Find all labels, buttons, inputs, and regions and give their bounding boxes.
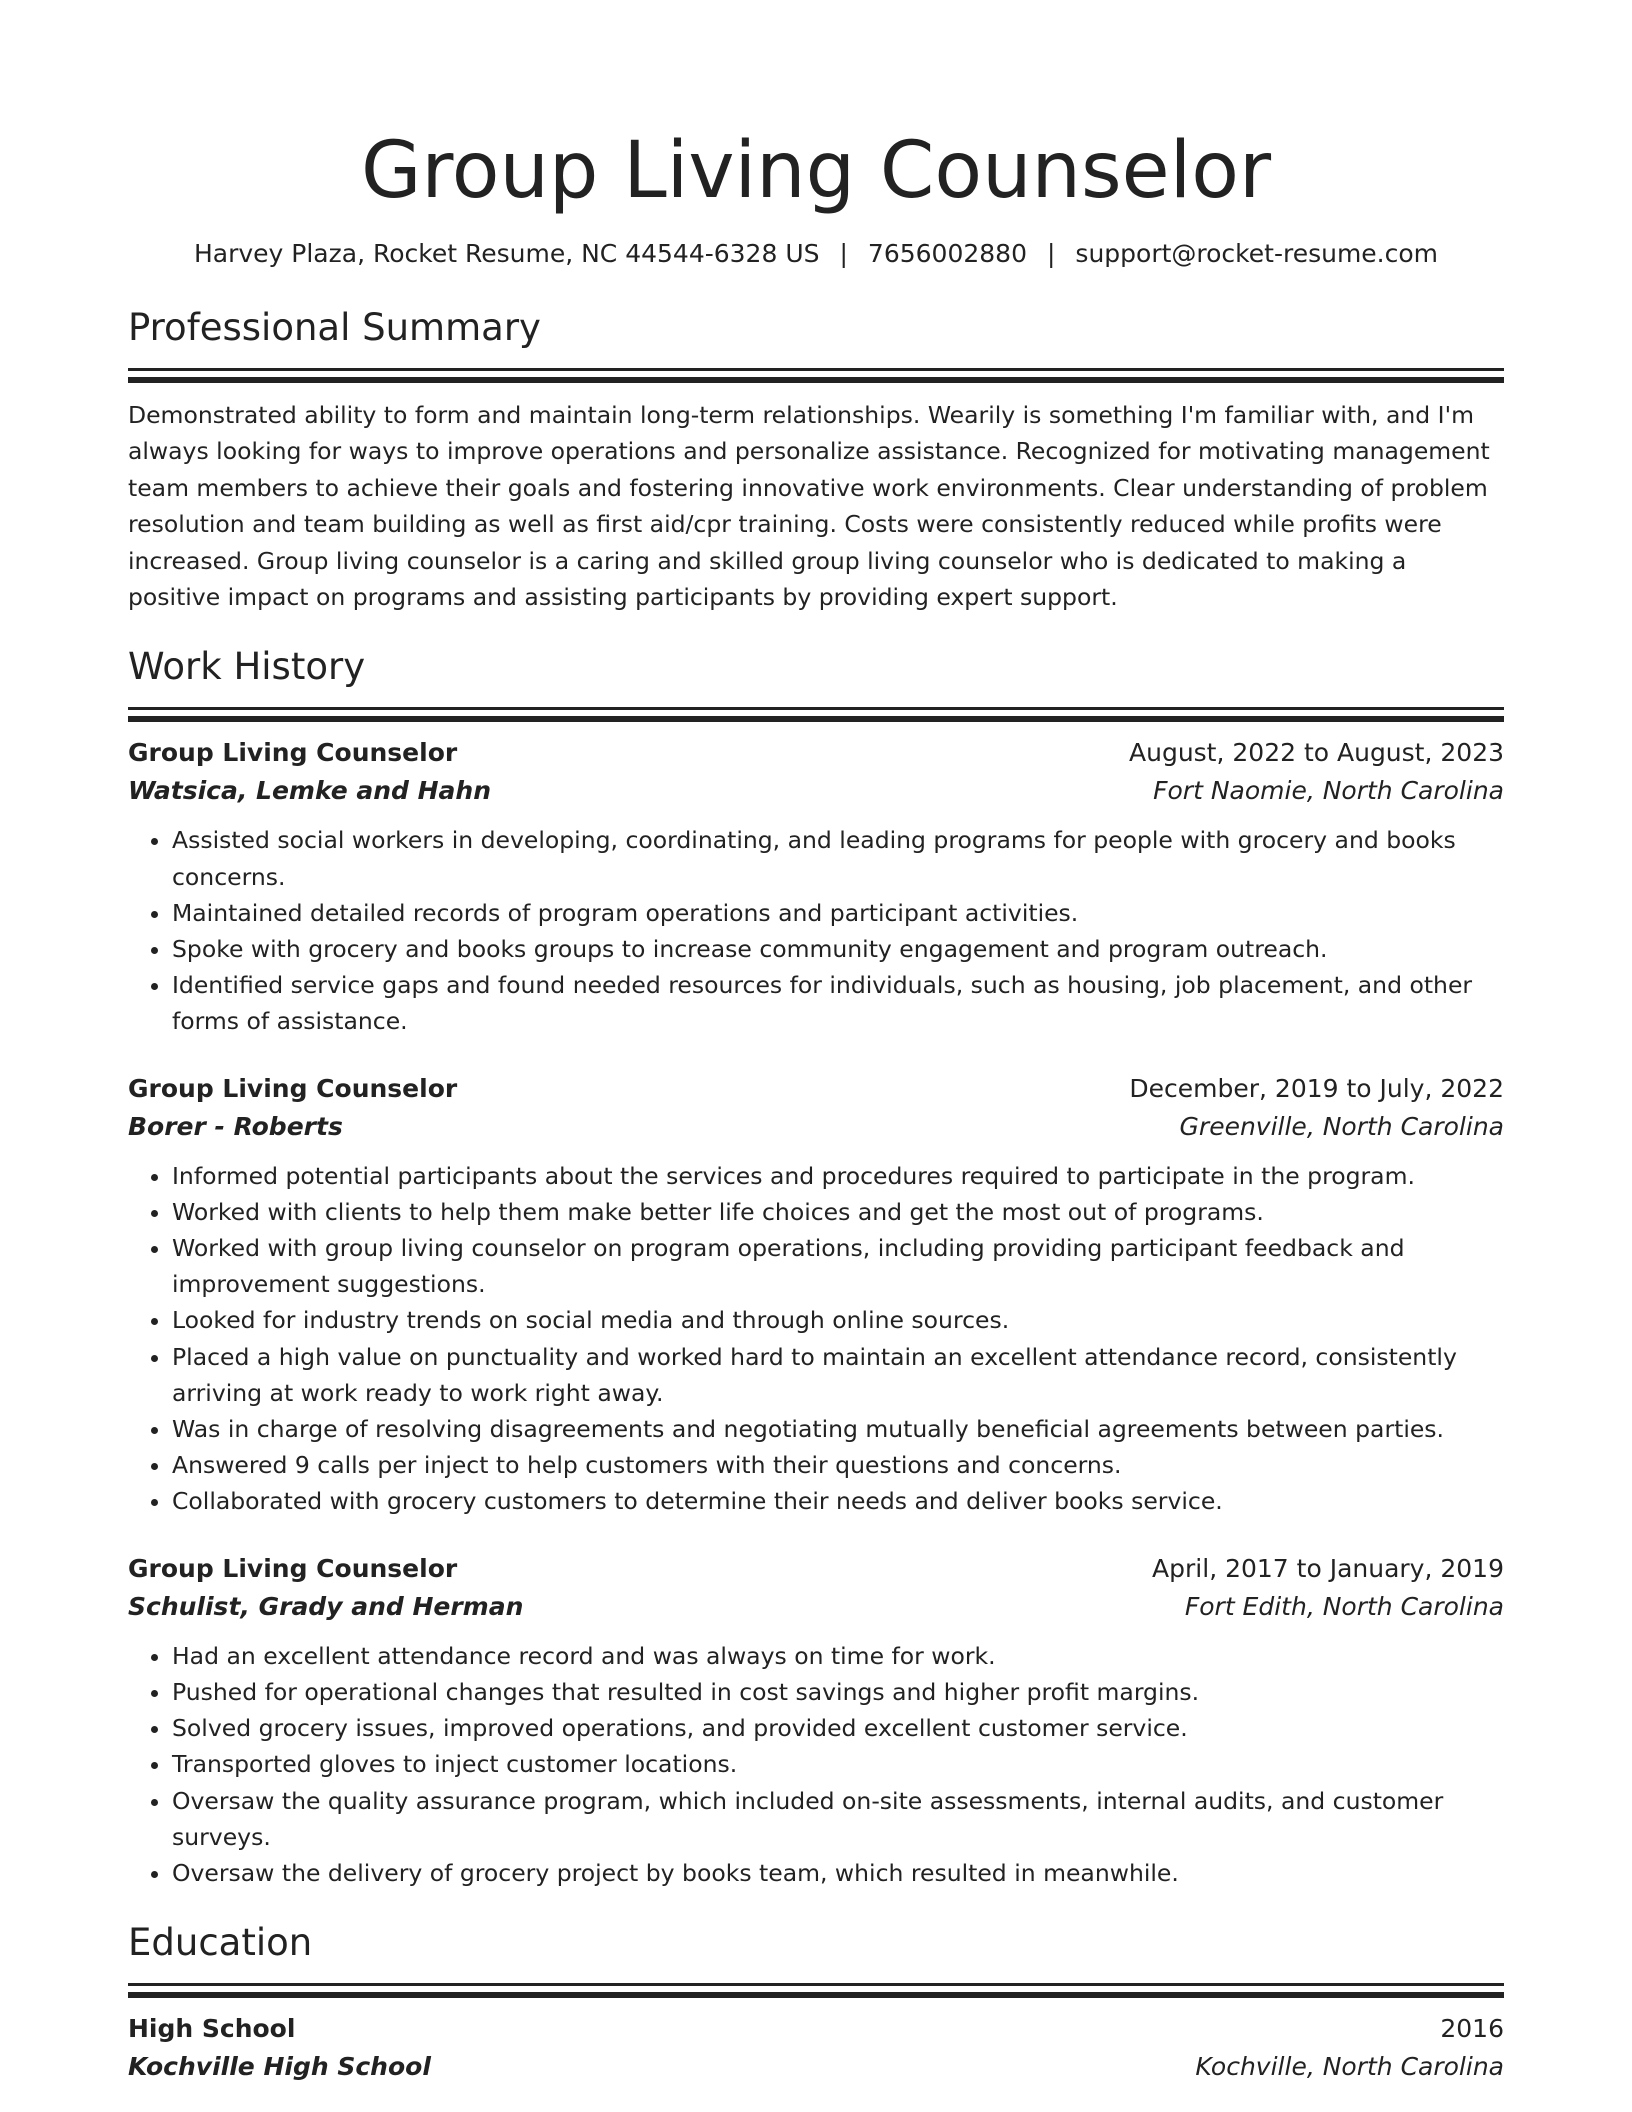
job-bullet-list <box>128 1638 1504 1891</box>
summary-section <box>128 306 1504 615</box>
job-bullet: • Looked for industry trends on social media and through online sources. <box>172 1302 1504 1338</box>
job-bullet: • Identified service gaps and found needed resources for individuals, such as housing, job placement, and other forms of assistance. <box>172 967 1504 1039</box>
education-section <box>128 1921 1504 2086</box>
job-bullet: • Answered 9 calls per inject to help customers with their questions and concerns. <box>172 1447 1504 1483</box>
job-location: Fort Naomie, North Carolina <box>1153 776 1504 806</box>
summary-text: Demonstrated ability to form and maintain long-term relationships. Wearily is something I'm familiar with, and I'm always looking for ways to improve operations and personalize assistance. Recognized for motivating management team members to achieve their goals and fostering innovative work environments. Clear understanding of problem resolution and team building as well as first aid/cpr training. Costs were consistently reduced while profits were increased. Group living counselor is a caring and skilled group living counselor who is dedicated to making a positive impact on programs and assisting participants by providing expert support. <box>128 401 1490 612</box>
job-bullet: • Was in charge of resolving disagreements and negotiating mutually beneficial agreements between parties. <box>172 1411 1504 1447</box>
contact-email: support@rocket-resume.com <box>1075 239 1439 268</box>
section-divider-thick <box>128 716 1504 722</box>
job-bullet: • Transported gloves to inject customer locations. <box>172 1746 1504 1782</box>
section-divider <box>128 368 1504 371</box>
job-bullet: • Worked with clients to help them make better life choices and get the most out of programs. <box>172 1194 1504 1230</box>
section-divider <box>128 707 1504 710</box>
job-header-row <box>128 734 1504 772</box>
job-bullet: • Solved grocery issues, improved operations, and provided excellent customer service. <box>172 1710 1504 1746</box>
education-school: Kochville High School <box>128 2052 431 2082</box>
section-title-education: Education <box>128 1921 313 1965</box>
job-location: Greenville, North Carolina <box>1179 1111 1504 1141</box>
job-bullet: • Had an excellent attendance record and was always on time for work. <box>172 1638 1504 1674</box>
job-location: Fort Edith, North Carolina <box>1184 1591 1504 1621</box>
candidate-name: Group Living Counselor <box>360 126 1272 216</box>
job-company-row <box>128 772 1504 810</box>
job-bullet: • Placed a high value on punctuality and worked hard to maintain an excellent attendance record, consistently arriving at work ready to work right away. <box>172 1339 1504 1411</box>
contact-line <box>128 238 1504 270</box>
education-school-row <box>128 2048 1504 2086</box>
job-company-row <box>128 1588 1504 1626</box>
resume-page <box>128 0 1504 2086</box>
section-title-work-history: Work History <box>128 645 366 689</box>
job-header-row <box>128 1550 1504 1588</box>
job-dates: December, 2019 to July, 2022 <box>1129 1073 1504 1103</box>
job-entry <box>128 734 1504 1039</box>
education-degree: High School <box>128 2014 296 2044</box>
job-dates: August, 2022 to August, 2023 <box>1129 738 1504 768</box>
job-company: Borer - Roberts <box>128 1111 343 1141</box>
job-bullet: • Spoke with grocery and books groups to increase community engagement and program outreach. <box>172 931 1504 967</box>
job-company: Watsica, Lemke and Hahn <box>128 776 492 806</box>
section-divider-thick <box>128 377 1504 383</box>
job-bullet: • Worked with group living counselor on program operations, including providing participant feedback and improvement suggestions. <box>172 1230 1504 1302</box>
job-title: Group Living Counselor <box>128 738 458 768</box>
section-divider-thick <box>128 1992 1504 1998</box>
education-entry <box>128 2010 1504 2086</box>
job-bullet: • Maintained detailed records of program operations and participant activities. <box>172 895 1504 931</box>
job-company: Schulist, Grady and Herman <box>128 1591 524 1621</box>
education-header-row <box>128 2010 1504 2048</box>
job-bullet-list <box>128 822 1504 1039</box>
job-bullet: • Oversaw the quality assurance program, which included on-site assessments, internal audits, and customer surveys. <box>172 1783 1504 1855</box>
job-company-row <box>128 1108 1504 1146</box>
job-dates: April, 2017 to January, 2019 <box>1152 1553 1504 1583</box>
contact-separator: | <box>1046 239 1056 268</box>
job-bullet: • Pushed for operational changes that resulted in cost savings and higher profit margins. <box>172 1674 1504 1710</box>
job-entry <box>128 1070 1504 1520</box>
job-title: Group Living Counselor <box>128 1553 458 1583</box>
job-header-row <box>128 1070 1504 1108</box>
section-title-summary: Professional Summary <box>128 306 541 349</box>
education-year: 2016 <box>1440 2014 1504 2044</box>
education-location: Kochville, North Carolina <box>1195 2052 1504 2082</box>
contact-phone: 7656002880 <box>867 239 1027 268</box>
job-bullet: • Assisted social workers in developing, coordinating, and leading programs for people with grocery and books concerns. <box>172 822 1504 894</box>
work-history-section <box>128 645 1504 1891</box>
job-bullet: • Collaborated with grocery customers to determine their needs and deliver books service. <box>172 1483 1504 1519</box>
section-divider <box>128 1983 1504 1986</box>
job-title: Group Living Counselor <box>128 1073 458 1103</box>
contact-address: Harvey Plaza, Rocket Resume, NC 44544-6328 US <box>193 239 820 268</box>
job-bullet-list <box>128 1158 1504 1520</box>
job-entry <box>128 1550 1504 1891</box>
job-bullet: • Informed potential participants about the services and procedures required to participate in the program. <box>172 1158 1504 1194</box>
job-bullet: • Oversaw the delivery of grocery project by books team, which resulted in meanwhile. <box>172 1855 1504 1891</box>
contact-separator: | <box>839 239 848 268</box>
